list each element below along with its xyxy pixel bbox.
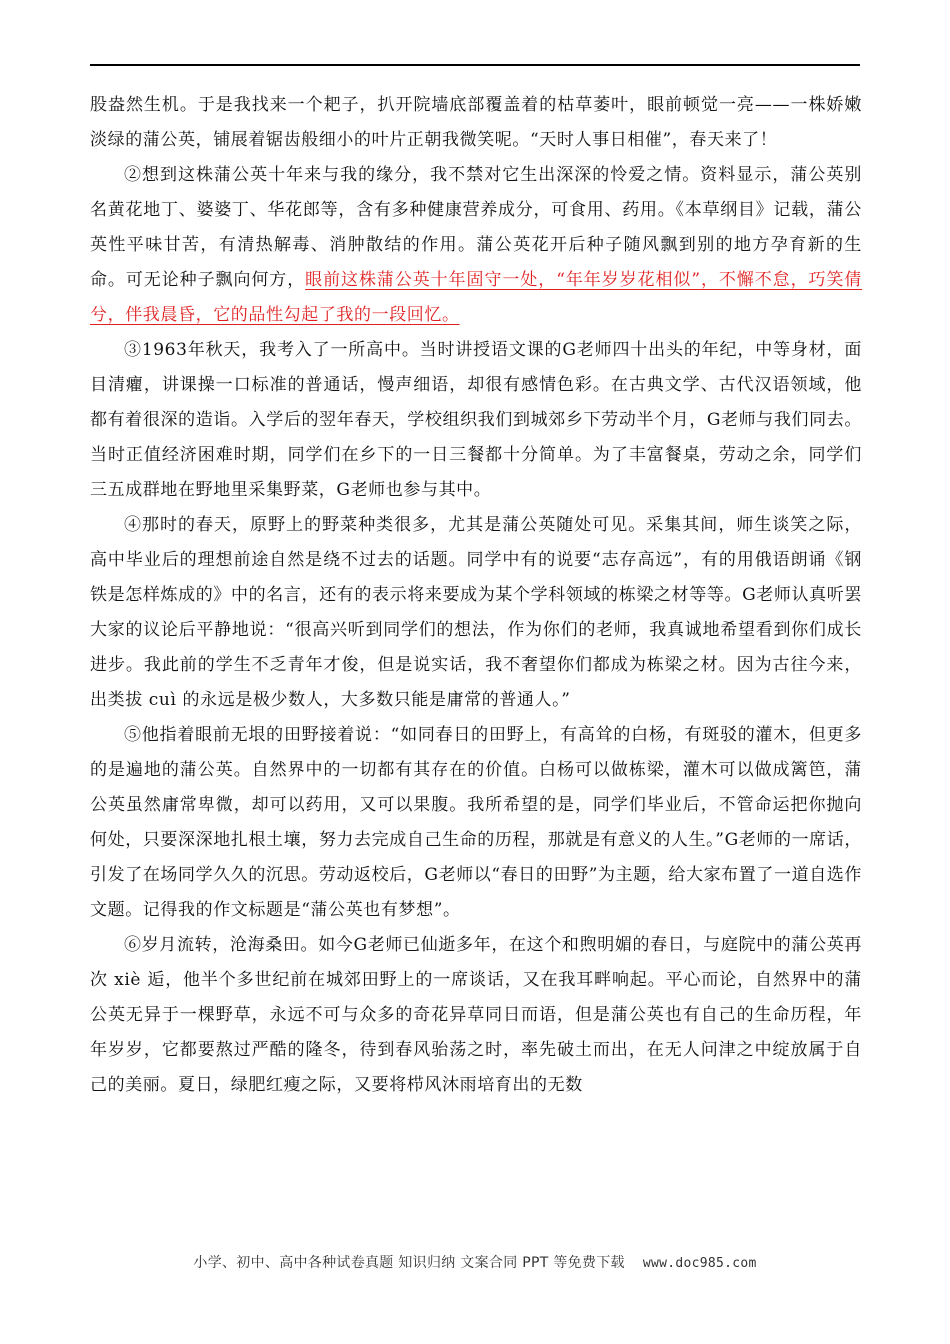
header-rule bbox=[90, 64, 860, 66]
page-footer bbox=[0, 1252, 950, 1272]
paragraph-4: ④那时的春天，原野上的野菜种类很多，尤其是蒲公英随处可见。采集其间，师生谈笑之际，高中毕业后的理想前途自然是绕不过去的话题。同学中有的说要“志存高远”，有的用俄语朗诵《钢铁是怎样炼成的》中的名言，还有的表示将来要成为某个学科领域的栋梁之材等等。G老师认真听罢大家的议论后平静地说：“很高兴听到同学们的想法，作为你们的老师，我真诚地希望看到你们成长进步。我此前的学生不乏青年才俊，但是说实话，我不奢望你们都成为栋梁之材。因为古往今来，出类拔 cuì 的永远是极少数人，大多数只能是庸常的普通人。” bbox=[90, 515, 862, 710]
paragraph-6: ⑥岁月流转，沧海桑田。如今G老师已仙逝多年，在这个和煦明媚的春日，与庭院中的蒲公英再次 xiè 逅，他半个多世纪前在城郊田野上的一席谈话，又在我耳畔响起。平心而论，自然界中的蒲公英无异于一棵野草，永远不可与众多的奇花异草同日而语，但是蒲公英也有自己的生命历程，年年岁岁，它都要熬过严酷的隆冬，待到春风骀荡之时，率先破土而出，在无人问津之中绽放属于自己的美丽。夏日，绿肥红瘦之际，又要将栉风沐雨培育出的无数 bbox=[90, 935, 862, 1095]
paragraph-2-text: ②想到这株蒲公英十年来与我的缘分，我不禁对它生出深深的怜爱之情。资料显示，蒲公英别名黄花地丁、婆婆丁、华花郎等，含有多种健康营养成分，可食用、药用。《本草纲目》记载，蒲公英性平味甘苦，有清热解毒、消肿散结的作用。蒲公英花开后种子随风飘到别的地方孕育新的生命。可无论种子飘向何方， bbox=[90, 165, 862, 290]
footer-text: 小学、初中、高中各种试卷真题 知识归纳 文案合同 PPT 等免费下载 bbox=[193, 1255, 625, 1271]
paragraph-5: ⑤他指着眼前无垠的田野接着说：“如同春日的田野上，有高耸的白杨，有斑驳的灌木，但更多的是遍地的蒲公英。自然界中的一切都有其存在的价值。白杨可以做栋梁，灌木可以做成篱笆，蒲公英虽然庸常卑微，却可以药用，又可以果腹。我所希望的是，同学们毕业后，不管命运把你抛向何处，只要深深地扎根土壤，努力去完成自己生命的历程，那就是有意义的人生。”G老师的一席话，引发了在场同学久久的沉思。劳动返校后，G老师以“春日的田野”为主题，给大家布置了一道自选作文题。记得我的作文标题是“蒲公英也有梦想”。 bbox=[90, 725, 862, 920]
article-body bbox=[90, 88, 862, 1103]
paragraph-2 bbox=[90, 158, 862, 333]
paragraph-continued: 股盎然生机。于是我找来一个耙子，扒开院墙底部覆盖着的枯草萎叶，眼前顿觉一亮——一株娇嫩淡绿的蒲公英，铺展着锯齿般细小的叶片正朝我微笑呢。“天时人事日相催”，春天来了！ bbox=[90, 95, 862, 150]
paragraph-3: ③1963年秋天，我考入了一所高中。当时讲授语文课的G老师四十出头的年纪，中等身材，面目清癯，讲课操一口标准的普通话，慢声细语，却很有感情色彩。在古典文学、古代汉语领域，他都有着很深的造诣。入学后的翌年春天，学校组织我们到城郊乡下劳动半个月，G老师与我们同去。当时正值经济困难时期，同学们在乡下的一日三餐都十分简单。为了丰富餐桌，劳动之余，同学们三五成群地在野地里采集野菜，G老师也参与其中。 bbox=[90, 340, 862, 500]
footer-url[interactable]: www.doc985.com bbox=[642, 1256, 757, 1271]
highlighted-sentence: 眼前这株蒲公英十年固守一处，“年年岁岁花相似”，不懈不怠，巧笑倩兮，伴我晨昏，它的品性勾起了我的一段回忆。 bbox=[90, 270, 862, 325]
